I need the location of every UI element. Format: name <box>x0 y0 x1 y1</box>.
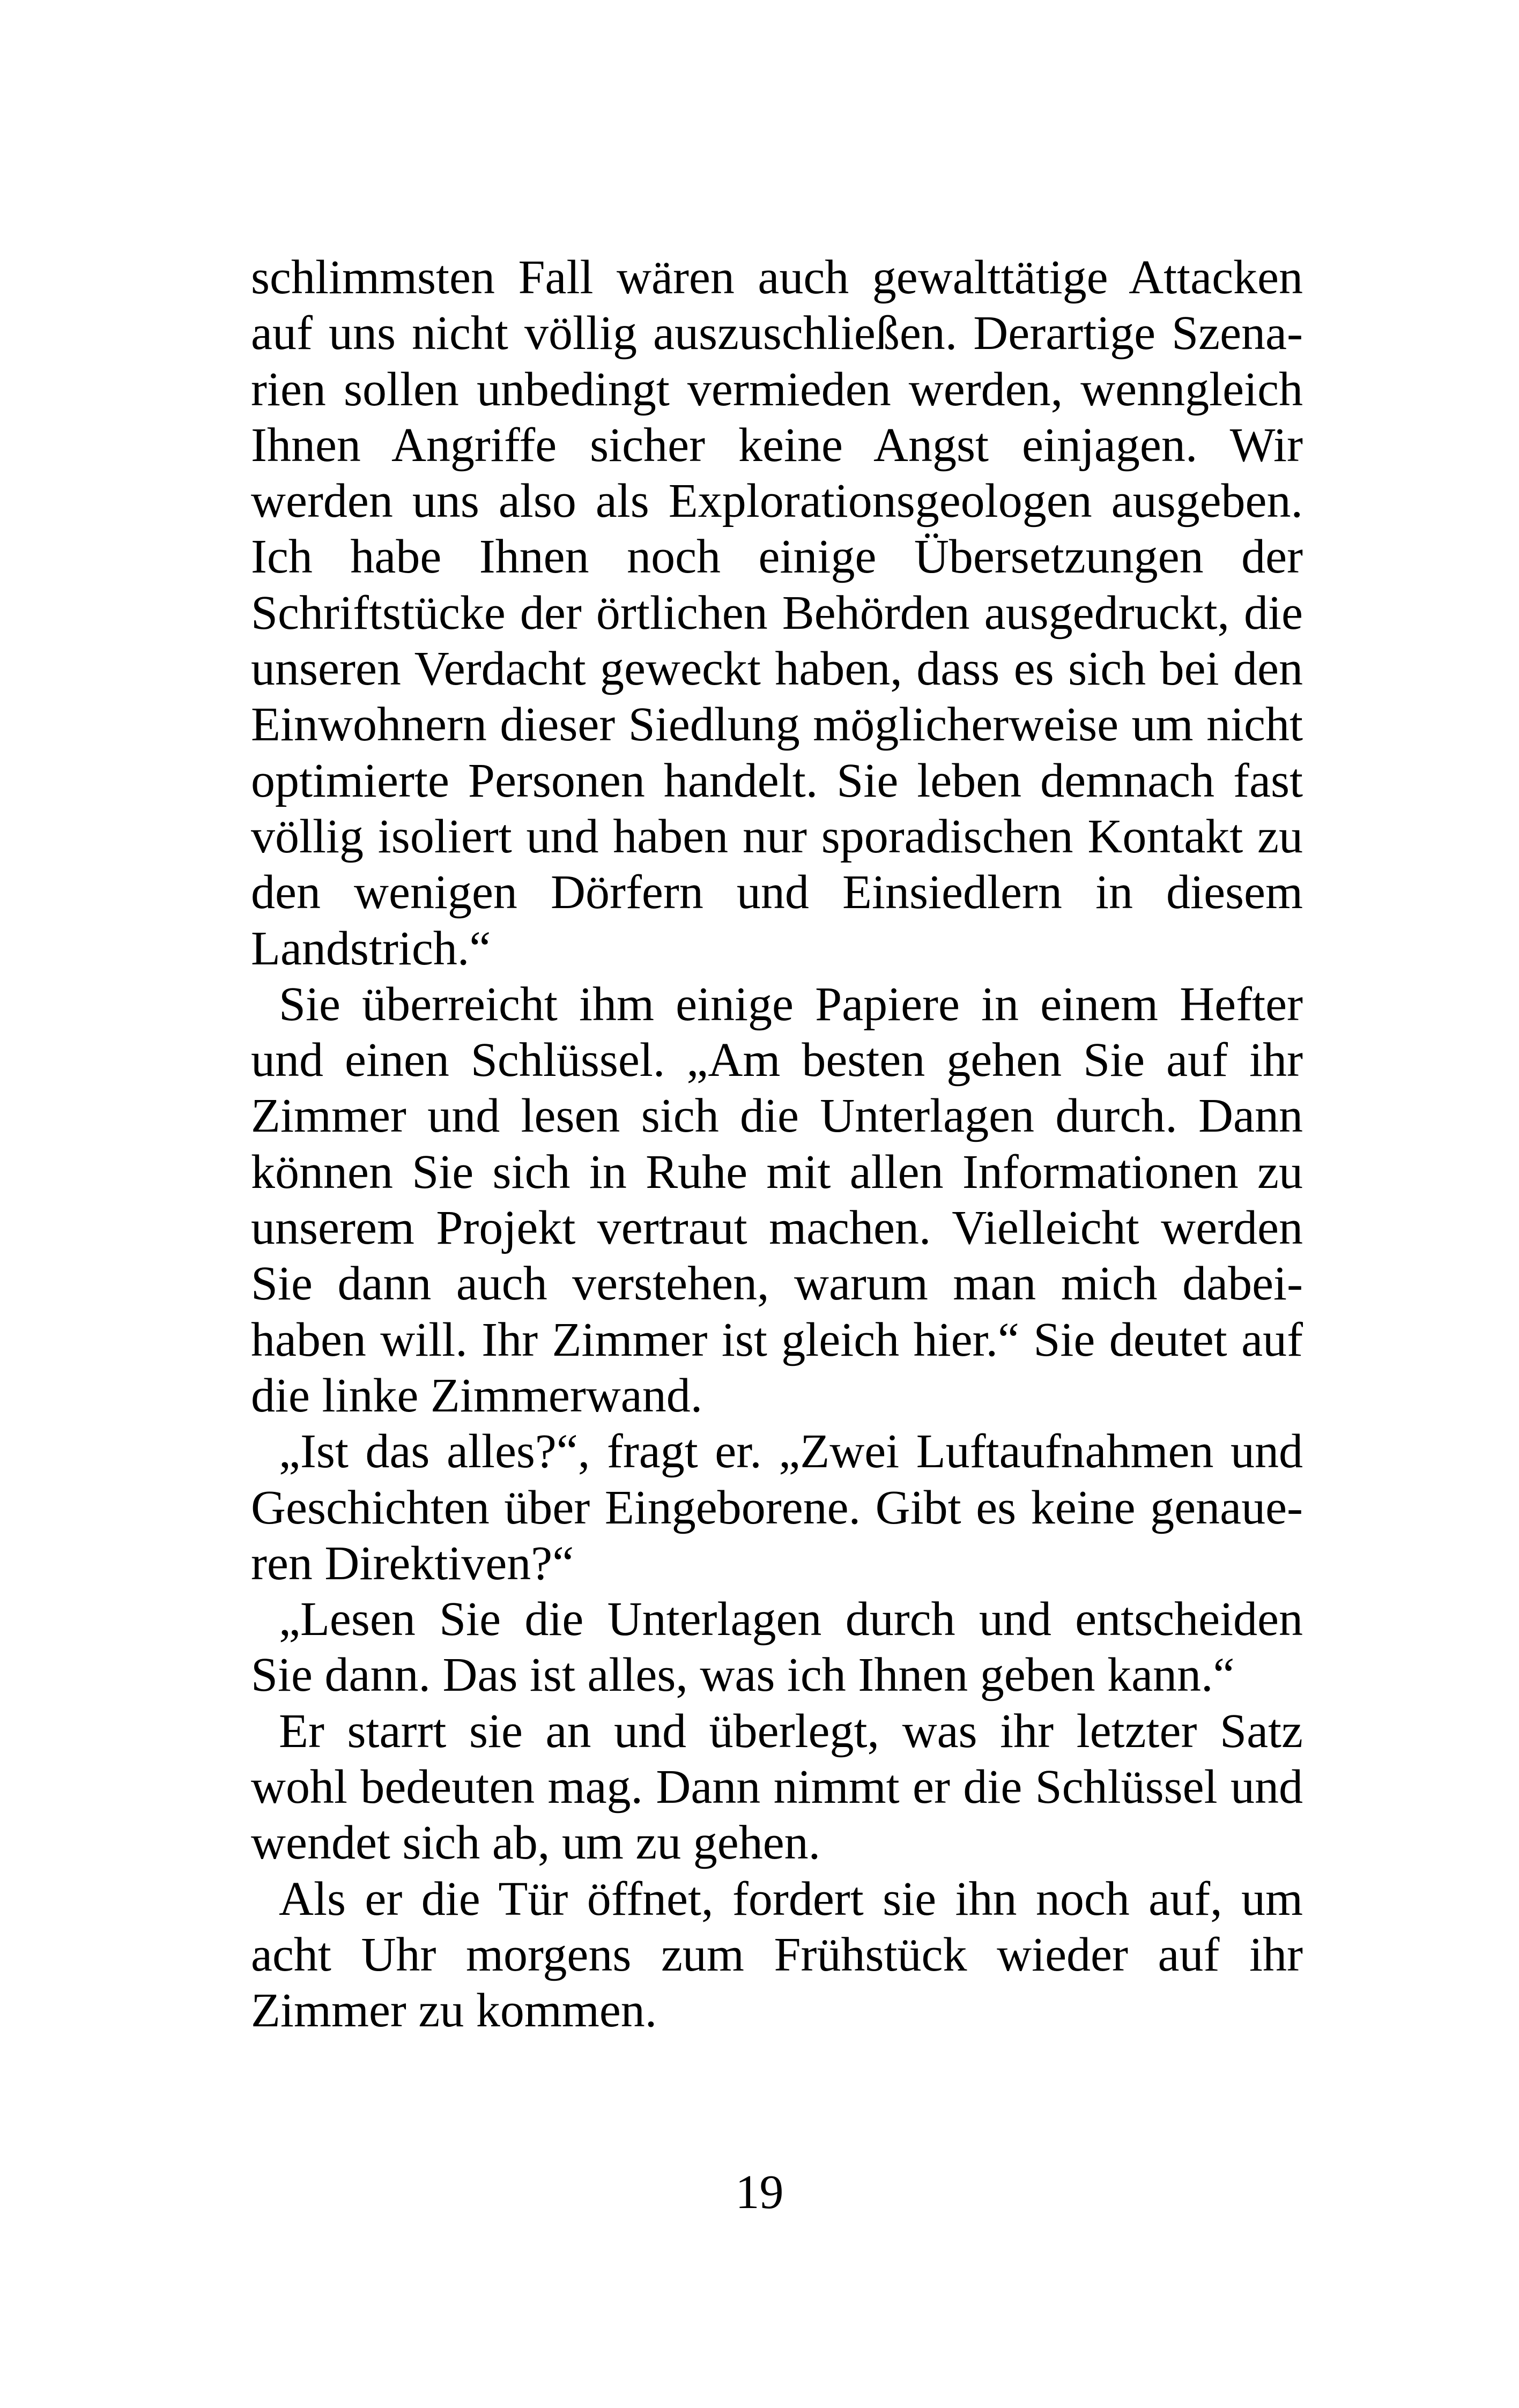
paragraph-1: schlimmsten Fall wären auch gewalttätige Attacken auf uns nicht völlig auszuschließen. Derartige Szenarien sollen unbedingt vermieden werden, wenngleich Ihnen Angriffe sicher keine Angst einjagen. Wir werden uns also als Explorationsgeologen ausgeben. Ich habe Ihnen noch einige Übersetzungen der Schriftstücke der örtlichen Behörden ausgedruckt, die unseren Verdacht geweckt haben, dass es sich bei den Einwohnern dieser Siedlung möglicherweise um nicht optimierte Personen handelt. Sie leben demnach fast völlig isoliert und haben nur sporadischen Kontakt zu den wenigen Dörfern und Einsiedlern in diesem Landstrich.“ <box>251 251 1303 975</box>
body-text <box>251 250 1303 2039</box>
page-number: 19 <box>735 2166 784 2219</box>
paragraph-4: „Lesen Sie die Unterlagen durch und entscheiden Sie dann. Das ist alles, was ich Ihnen geben kann.“ <box>251 1593 1303 1702</box>
paragraph-3: „Ist das alles?“, fragt er. „Zwei Luftaufnahmen und Geschichten über Eingeborene. Gibt es keine genaueren Direktiven?“ <box>251 1425 1303 1590</box>
paragraph-5: Er starrt sie an und überlegt, was ihr letzter Satz wohl bedeuten mag. Dann nimmt er die Schlüssel und wendet sich ab, um zu gehen. <box>251 1704 1303 1870</box>
paragraph-2: Sie überreicht ihm einige Papiere in einem Hefter und einen Schlüssel. „Am besten gehen Sie auf ihr Zimmer und lesen sich die Unterlagen durch. Dann können Sie sich in Ruhe mit allen Informationen zu unserem Projekt vertraut machen. Vielleicht werden Sie dann auch verstehen, warum man mich dabeihaben will. Ihr Zimmer ist gleich hier.“ Sie deutet auf die linke Zimmerwand. <box>251 977 1303 1422</box>
paragraph-6: Als er die Tür öffnet, fordert sie ihn noch auf, um acht Uhr morgens zum Frühstück wieder auf ihr Zimmer zu kommen. <box>251 1872 1303 2038</box>
